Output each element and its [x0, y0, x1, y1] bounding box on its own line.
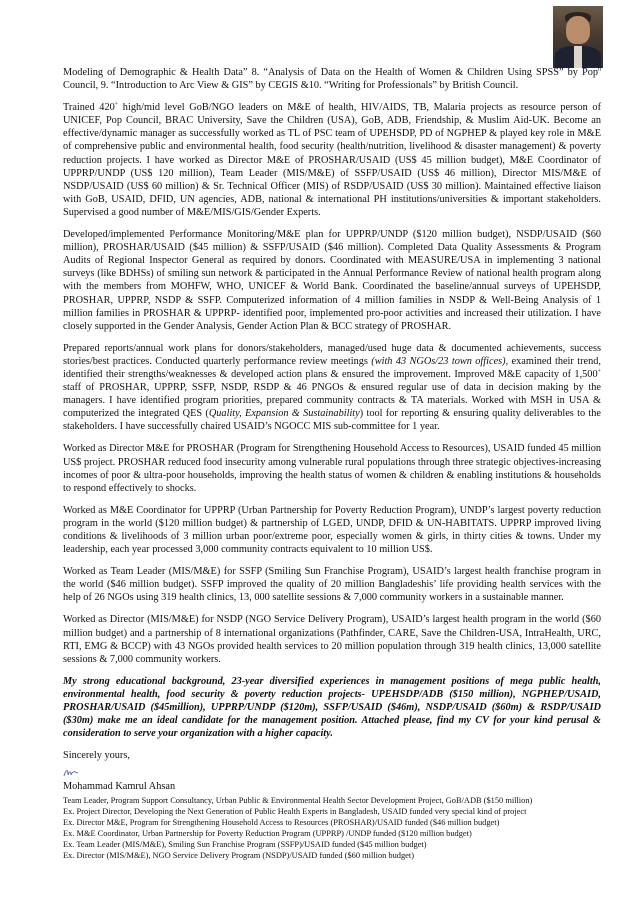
italic-segment: (with 43 NGOs/23 town offices),	[371, 355, 509, 367]
paragraph-reports	[63, 342, 601, 434]
paragraph-conclusion: My strong educational background, 23-year diversified experiences in management positions of mega public health, environmental health, food security & poverty reduction projects- UPEHSDP/ADB ($150 million), NGPHEP/USAID, PROSHAR/USAID ($45million), UPPRP/UNDP ($120m), SSFP/USAID ($46m), NSDP/USAID ($60m) & RSDP/USAID ($30m) make me an ideal candidate for the management position. Attached please, find my CV for your kind perusal & consideration to serve your organization with a higher capacity.	[63, 675, 601, 740]
experience-item: Ex. Director (MIS/M&E), NGO Service Delivery Program (NSDP)/USAID funded ($60 million budget)	[63, 851, 414, 861]
experience-item: Ex. M&E Coordinator, Urban Partnership for Poverty Reduction Program (UPPRP) /UNDP funded ($120 million budget)	[63, 829, 472, 839]
superscript: +	[114, 101, 119, 108]
superscript: n	[598, 66, 601, 73]
italic-segment: Quality, Expansion & Sustainability	[208, 408, 360, 420]
signature-icon	[63, 766, 79, 780]
paragraph-me-plans: Developed/implemented Performance Monitoring/M&E plan for UPPRP/UNDP ($120 million budget), NSDP/USAID ($60 million), PROSHAR/USAID ($45 million) & SSFP/USAID ($46 million). Completed Data Quality Assessments & Program Audits of Regional Inspector General as required by donors. Coordinated with MEASURE/USA in implementing 3 national surveys (like BDHSs) of smiling sun network & participated in the Annual Performance Review of national health program along with the members from MOHFW, WHO, UNICEF & World Bank. Coordinated the baseline/annual surveys of UPEHSDP, PROSHAR, UPPRP, NSDP & SSFP. Computerized information of 4 million families in NSDP & Well-Being Analysis of 1 million families in PROSHAR & UPPRP- identified poor, implemented pro-poor activities and increased their utilization. I have closely supported in the Gender Analysis, Gender Action Plan & BCC strategy of PROSHAR.	[63, 229, 601, 332]
paragraph-upprp: Worked as M&E Coordinator for UPPRP (Urban Partnership for Poverty Reduction Program), UNDP’s largest poverty reduction program in the world ($120 million budget) & partnership of LGED, UNDP, DFID & UN-HABITATS. UPPRP improved living conditions & livelihoods of 3 million urban poor/extreme poor, especially women & girls, in thirty cities & towns. Under my leadership, each year processed 3,000 community contracts equivalent to 10 million US$.	[63, 504, 601, 556]
experience-list	[63, 795, 601, 861]
experience-item: Ex. Project Director, Developing the Next Generation of Public Health Experts in Bangladesh, USAID funded very special kind of project	[63, 807, 527, 817]
experience-item: Team Leader, Program Support Consultancy, Urban Public & Environmental Health Sector Development Project, GoB/ADB ($150 million)	[63, 796, 533, 806]
text-segment: Prepared reports/annual work plans for donors/stakeholders, managed/used huge data & documented achievements, success stories/best practices. Conducted quarterly performance review meetings	[63, 342, 601, 367]
superscript: +	[597, 368, 601, 375]
paragraph-trainings	[63, 66, 601, 92]
signer-name: Mohammad Kamrul Ahsan	[63, 781, 176, 793]
paragraph-nsdp: Worked as Director (MIS/M&E) for NSDP (NGO Service Delivery Program), USAID’s largest health program in the world ($60 million budget) and a partnership of 8 international organizations (Pathfinder, CARE, Save the Children-USA, IntraHealth, URC, RTI, EMG & BCCP) with 43 NGOs provided health services to 20 million population through 319 health clinics, 13,000 satellite sessions & 7,000 community workers.	[63, 614, 601, 665]
paragraph-ssfp: Worked as Team Leader (MIS/M&E) for SSFP (Smiling Sun Franchise Program), USAID’s largest health franchise program in the world ($46 million budget). SSFP improved the quality of 20 million Bangladeshis’ life providing health services with the help of 26 NGOs using 319 health clinics, 13, 000 satellite sessions & 7,000 community workers in a sustainable manner.	[63, 566, 601, 604]
closing-salutation: Sincerely yours,	[63, 750, 130, 762]
paragraph-proshar: Worked as Director M&E for PROSHAR (Program for Strengthening Household Access to Resources), USAID funded 45 million US$ project. PROSHAR reduced food insecurity among vulnerable rural populations through three strategic objectives-increasing incomes of poor & ultra-poor households, improving the health status of women & children & enabling institutions & households to respond effectively to shocks.	[63, 443, 601, 494]
experience-item: Ex. Director M&E, Program for Strengthening Household Access to Resources (PROSHAR)/USAID funded ($46 million budget)	[63, 818, 500, 828]
cover-letter-page	[63, 0, 601, 861]
text-segment: Council, 9. “Introduction to Arc View & GIS” by CEGIS &10. “Writing for Professionals” by British Council.	[63, 80, 519, 92]
text-segment: Trained 420	[63, 102, 115, 114]
text-segment: ) tool for reporting & ensuring quality deliverables to the stakeholders. I have successfully chaired USAID’s NGOCC MIS sub-committee for 1 year.	[63, 408, 601, 433]
experience-item: Ex. Team Leader (MIS/M&E), Smiling Sun Franchise Program (SSFP)/USAID funded ($45 million budget)	[63, 840, 427, 850]
paragraph-experience-summary	[63, 101, 601, 219]
text-segment: staff of PROSHAR, UPPRP, SSFP, NSDP, RSDP & 46 PNGOs & ensured regular use of data in decision making by the managers. I have identified program priorities, prepared community contracts & TA materials. Worked with MSH in USA & computerized the integrated QES (	[63, 382, 601, 420]
text-segment: high/mid level GoB/NGO leaders on M&E of health, HIV/AIDS, TB, Malaria projects as resource person of UNICEF, Pop Council, BRAC University, Save the Children (USA), GoB, ADB, Friendship, & Muslim Aid-UK. Become an effective/dynamic manager as successfully worked as TL of PSC team of UPEHSDP, PD of NGPHEP & played key role in M&E of comprehensive public and environmental health, food security (health/nutrition, livelihood & disaster management) & poverty reduction projects. I have worked as Director M&E of PROSHAR/USAID (US$ 45 million budget), M&E Coordinator of UPPRP/UNDP (US$ 120 million), Team Leader (MIS/M&E) of SSFP/USAID (US$ 46 million), Director MIS/M&E of NSDP/USAID (US$ 60 million) & Sr. Technical Officer (MIS) of RSDP/USAID (US$ 30 million). Maintained effective liaison with GoB, USAID, DFID, UN agencies, ADB, national & international PH institutions/universities & important stakeholders. Supervised a good number of M&E/MIS/GIS/Gender Experts.	[63, 102, 602, 218]
text-segment: examined their trend, identified their strengths/weaknesses & developed action plans & ensured the improvement. Improved M&E capacity of 1,500	[63, 355, 601, 380]
text-segment: Modeling of Demographic & Health Data” 8. “Analysis of Data on the Health of Women & Children Using SPSS” by Pop	[63, 67, 598, 78]
